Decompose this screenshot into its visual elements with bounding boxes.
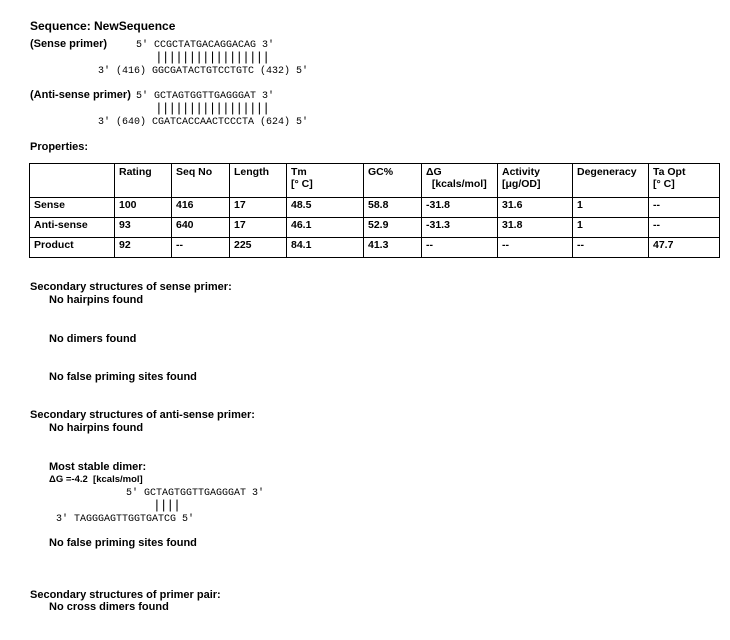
sense-secondary-header: Secondary structures of sense primer:	[30, 281, 232, 293]
table-header-cell: Ta Opt [° C]	[649, 164, 720, 198]
antisense-dimer-title: Most stable dimer:	[49, 461, 147, 473]
table-cell: --	[498, 238, 573, 258]
antisense-hairpins-status: No hairpins found	[49, 422, 144, 434]
table-header-cell	[30, 164, 115, 198]
table-cell: Product	[30, 238, 115, 258]
table-cell: 92	[115, 238, 172, 258]
table-cell: 47.7	[649, 238, 720, 258]
antisense-dimer-delta-g: ΔG =-4.2 [kcals/mol]	[49, 474, 143, 485]
table-cell: 84.1	[287, 238, 364, 258]
antisense-primer-bottom-strand: 3' (640) CGATCACCAACTCCCTA (624) 5'	[98, 117, 309, 128]
table-cell: 100	[115, 198, 172, 218]
sense-dimers-status: No dimers found	[49, 333, 137, 345]
sense-primer-label: (Sense primer)	[30, 38, 108, 50]
table-row	[30, 218, 720, 238]
table-cell: 41.3	[364, 238, 422, 258]
table-header-cell: Rating	[115, 164, 172, 198]
table-cell: Anti-sense	[30, 218, 115, 238]
table-row	[30, 198, 720, 218]
table-row	[30, 238, 720, 258]
table-header-cell: Tm [° C]	[287, 164, 364, 198]
table-cell: 17	[230, 198, 287, 218]
antisense-primer-top-strand: 5' GCTAGTGGTTGAGGGAT 3'	[136, 91, 275, 102]
table-cell: --	[172, 238, 230, 258]
table-cell: 46.1	[287, 218, 364, 238]
primer-pair-header: Secondary structures of primer pair:	[30, 589, 221, 601]
table-cell: --	[422, 238, 498, 258]
table-cell: Sense	[30, 198, 115, 218]
table-header-cell: Degeneracy	[573, 164, 649, 198]
table-cell: --	[573, 238, 649, 258]
table-header-cell: Activity [μg/OD]	[498, 164, 573, 198]
table-cell: 1	[573, 218, 649, 238]
table-header-cell: GC%	[364, 164, 422, 198]
table-header-cell: Length	[230, 164, 287, 198]
properties-label: Properties:	[30, 141, 89, 153]
table-cell: 640	[172, 218, 230, 238]
table-header-cell: Seq No	[172, 164, 230, 198]
table-cell: -31.3	[422, 218, 498, 238]
table-cell: 52.9	[364, 218, 422, 238]
sense-primer-bonds: |||||||||||||||||	[155, 50, 269, 65]
sense-primer-bottom-strand: 3' (416) GGCGATACTGTCCTGTC (432) 5'	[98, 66, 309, 77]
table-cell: 416	[172, 198, 230, 218]
sense-primer-top-strand: 5' CCGCTATGACAGGACAG 3'	[136, 40, 275, 51]
page-title: Sequence: NewSequence	[30, 19, 176, 33]
table-cell: 1	[573, 198, 649, 218]
sense-hairpins-status: No hairpins found	[49, 294, 144, 306]
table-cell: 31.6	[498, 198, 573, 218]
antisense-primer-label: (Anti-sense primer)	[30, 89, 131, 101]
table-cell: --	[649, 218, 720, 238]
table-cell: 58.8	[364, 198, 422, 218]
table-cell: 17	[230, 218, 287, 238]
antisense-false-priming-status: No false priming sites found	[49, 537, 197, 549]
table-cell: -31.8	[422, 198, 498, 218]
antisense-primer-bonds: |||||||||||||||||	[155, 101, 269, 116]
table-header-row	[30, 164, 720, 198]
antisense-dimer-bottom-strand: 3' TAGGGAGTTGGTGATCG 5'	[56, 514, 195, 525]
table-cell: 225	[230, 238, 287, 258]
antisense-dimer-top-strand: 5' GCTAGTGGTTGAGGGAT 3'	[126, 488, 265, 499]
antisense-secondary-header: Secondary structures of anti-sense primer:	[30, 409, 255, 421]
properties-table	[29, 163, 720, 258]
antisense-dimer-bonds: ||||	[153, 498, 180, 513]
table-cell: 31.8	[498, 218, 573, 238]
table-cell: --	[649, 198, 720, 218]
sense-false-priming-status: No false priming sites found	[49, 371, 197, 383]
table-cell: 93	[115, 218, 172, 238]
cross-dimers-status: No cross dimers found	[49, 601, 169, 613]
table-cell: 48.5	[287, 198, 364, 218]
table-header-cell: ΔG [kcals/mol]	[422, 164, 498, 198]
